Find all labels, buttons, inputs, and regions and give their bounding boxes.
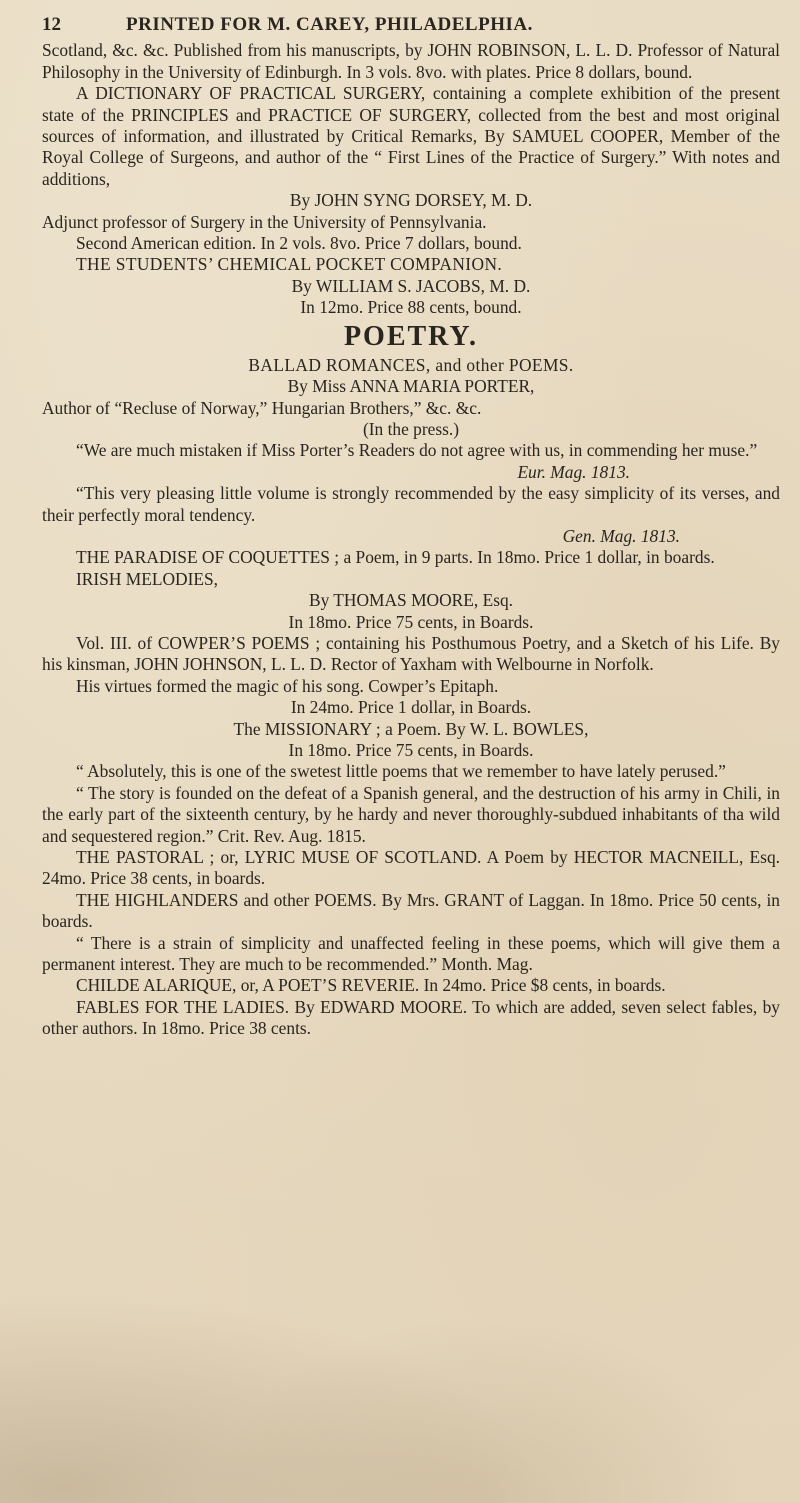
review-quote-gen: “This very pleasing little volume is strongly recommended by the easy simplicity of its verses, and their perfectly moral tendency. bbox=[42, 483, 780, 525]
entry-dictionary-of-surgery: A DICTIONARY OF PRACTICAL SURGERY, containing a complete exhibition of the present state of the PRINCIPLES and PRACTICE OF SURGERY, collected from the best and most original sources of information, and illustrated by Critical Remarks, By SAMUEL COOPER, Member of the Royal College of Surgeons, and author of the “ First Lines of the Practice of Surgery.” With notes and additions, bbox=[42, 83, 780, 189]
entry-jacobs-author: By WILLIAM S. JACOBS, M. D. bbox=[291, 275, 531, 296]
entry-highlanders: THE HIGHLANDERS and other POEMS. By Mrs. GRANT of Laggan. In 18mo. Price 50 cents, in boards. bbox=[42, 889, 780, 932]
entry-in-press: (In the press.) bbox=[362, 418, 460, 439]
entry-robinson: Scotland, &c. &c. Published from his manuscripts, by JOHN ROBINSON, L. L. D. Professor of Natural Philosophy in the University of Edinburgh. In 3 vols. 8vo. with plates. Price 8 dollars, bound. bbox=[42, 40, 780, 82]
entry-missionary-price: In 18mo. Price 75 cents, in Boards. bbox=[288, 740, 534, 760]
entry-dorsey-title: Adjunct professor of Surgery in the University of Pennsylvania. bbox=[42, 211, 487, 232]
paper-stain bbox=[0, 1183, 800, 1503]
entry-jacobs-price: In 12mo. Price 88 cents, bound. bbox=[300, 297, 522, 318]
review-source-gen: Gen. Mag. 1813. bbox=[562, 525, 680, 546]
review-source-eur: Eur. Mag. 1813. bbox=[517, 461, 630, 482]
entry-chemical-companion: THE STUDENTS’ CHEMICAL POCKET COMPANION. bbox=[76, 254, 503, 275]
section-heading-poetry: POETRY. bbox=[343, 320, 479, 352]
page-number: 12 bbox=[42, 14, 61, 35]
entry-fables-for-ladies: FABLES FOR THE LADIES. By EDWARD MOORE. To which are added, seven select fables, by other authors. In 18mo. Price 38 cents. bbox=[42, 996, 780, 1039]
entry-cowper-epitaph: His virtues formed the magic of his song. Cowper’s Epitaph. bbox=[76, 675, 499, 696]
entry-pastoral: THE PASTORAL ; or, LYRIC MUSE OF SCOTLAND. A Poem by HECTOR MACNEILL, Esq. 24mo. Price 38 cents, in boards. bbox=[42, 847, 780, 889]
entry-cowper-price: In 24mo. Price 1 dollar, in Boards. bbox=[290, 697, 532, 718]
review-quote-strain: “ There is a strain of simplicity and unaffected feeling in these poems, which will give them a permanent interest. They are much to be recommended.” Month. Mag. bbox=[42, 932, 780, 975]
entry-cowper-poems: Vol. III. of COWPER’S POEMS ; containing his Posthumous Poetry, and a Sketch of his Life. By his kinsman, JOHN JOHNSON, L. L. D. Rector of Yaxham with Welbourne in Norfolk. bbox=[42, 632, 780, 675]
page-text bbox=[42, 14, 780, 1040]
entry-paradise-of-coquettes: THE PARADISE OF COQUETTES ; a Poem, in 9 parts. In 18mo. Price 1 dollar, in boards. bbox=[76, 547, 715, 568]
entry-irish-melodies: IRISH MELODIES, bbox=[76, 568, 219, 589]
entry-dorsey-edition: Second American edition. In 2 vols. 8vo. Price 7 dollars, bound. bbox=[76, 233, 522, 254]
entry-childe-alarique: CHILDE ALARIQUE, or, A POET’S REVERIE. In 24mo. Price $8 cents, in boards. bbox=[76, 975, 666, 996]
entry-dorsey-author: By JOHN SYNG DORSEY, M. D. bbox=[289, 190, 533, 211]
entry-porter-author: By Miss ANNA MARIA PORTER, bbox=[287, 376, 535, 397]
entry-irish-price: In 18mo. Price 75 cents, in Boards. bbox=[288, 611, 534, 632]
entry-ballad-romances: BALLAD ROMANCES, and other POEMS. bbox=[248, 354, 574, 375]
entry-porter-works: Author of “Recluse of Norway,” Hungarian Brothers,” &c. &c. bbox=[42, 397, 482, 418]
review-quote-absolutely: “ Absolutely, this is one of the swetest little poems that we remember to have lately perused.” bbox=[76, 761, 726, 782]
running-header bbox=[42, 14, 780, 35]
review-quote-story: “ The story is founded on the defeat of a Spanish general, and the destruction of his army in Chili, in the early part of the sixteenth century, by he hardy and never thoroughly-subdued inhabitants of tha wild and sequestered region.” Crit. Rev. Aug. 1815. bbox=[42, 782, 780, 846]
entry-missionary: The MISSIONARY ; a Poem. By W. L. BOWLES, bbox=[233, 718, 589, 739]
running-title: PRINTED FOR M. CAREY, PHILADELPHIA. bbox=[126, 14, 533, 35]
review-quote-eur: “We are much mistaken if Miss Porter’s Readers do not agree with us, in commending her muse.” bbox=[76, 440, 758, 461]
entry-moore-author: By THOMAS MOORE, Esq. bbox=[308, 590, 514, 611]
